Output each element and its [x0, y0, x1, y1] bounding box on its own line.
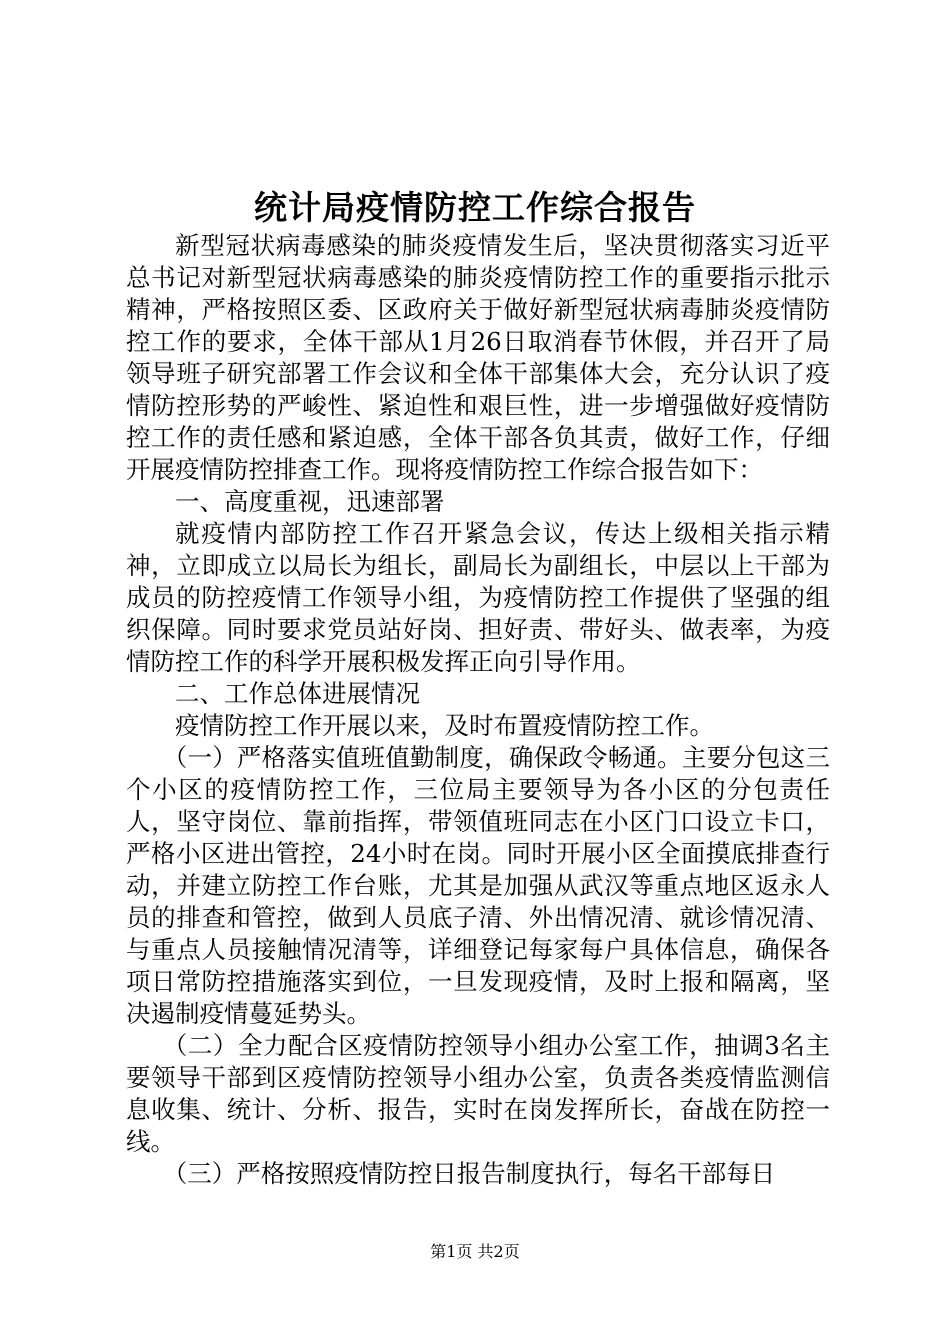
- paragraph-item-3: （三）严格按照疫情防控日报告制度执行，每名干部每日: [162, 1159, 776, 1188]
- paragraph-section-2-intro: 疫情防控工作开展以来，及时布置疫情防控工作。: [175, 711, 714, 740]
- section-heading-2: 二、工作总体进展情况: [175, 679, 420, 708]
- paragraph-item-2: （二）全力配合区疫情防控领导小组办公室工作，抽调3名主要领导干部到区疫情防控领导小组办公室，负责各类疫情监测信息收集、统计、分析、报告，实时在岗发挥所长，奋战在防控一线。: [126, 1031, 830, 1156]
- document-body: [126, 230, 830, 1190]
- document-title: 统计局疫情防控工作综合报告: [254, 188, 696, 227]
- section-heading-1: 一、高度重视，迅速部署: [175, 487, 445, 516]
- paragraph-section-1: 就疫情内部防控工作召开紧急会议，传达上级相关指示精神，立即成立以局长为组长，副局长为副组长，中层以上干部为成员的防控疫情工作领导小组，为疫情防控工作提供了坚强的组织保障。同时要求党员站好岗、担好责、带好头、做表率，为疫情防控工作的科学开展积极发挥正向引导作用。: [126, 519, 830, 676]
- paragraph-item-1: （一）严格落实值班值勤制度，确保政令畅通。主要分包这三个小区的疫情防控工作，三位局主要领导为各小区的分包责任人，坚守岗位、靠前指挥，带领值班同志在小区门口设立卡口，严格小区进出管控，24小时在岗。同时开展小区全面摸底排查行动，并建立防控工作台账，尤其是加强从武汉等重点地区返永人员的排查和管控，做到人员底子清、外出情况清、就诊情况清、与重点人员接触情况清等，详细登记每家每户具体信息，确保各项日常防控措施落实到位，一旦发现疫情，及时上报和隔离，坚决遏制疫情蔓延势头。: [126, 743, 830, 1028]
- page-number-footer: 第1页 共2页: [430, 1242, 520, 1261]
- paragraph-intro: 新型冠状病毒感染的肺炎疫情发生后，坚决贯彻落实习近平总书记对新型冠状病毒感染的肺炎疫情防控工作的重要指示批示精神，严格按照区委、区政府关于做好新型冠状病毒肺炎疫情防控工作的要求，全体干部从1月26日取消春节休假，并召开了局领导班子研究部署工作会议和全体干部集体大会，充分认识了疫情防控形势的严峻性、紧迫性和艰巨性，进一步增强做好疫情防控工作的责任感和紧迫感，全体干部各负其责，做好工作，仔细开展疫情防控排查工作。现将疫情防控工作综合报告如下：: [126, 231, 830, 484]
